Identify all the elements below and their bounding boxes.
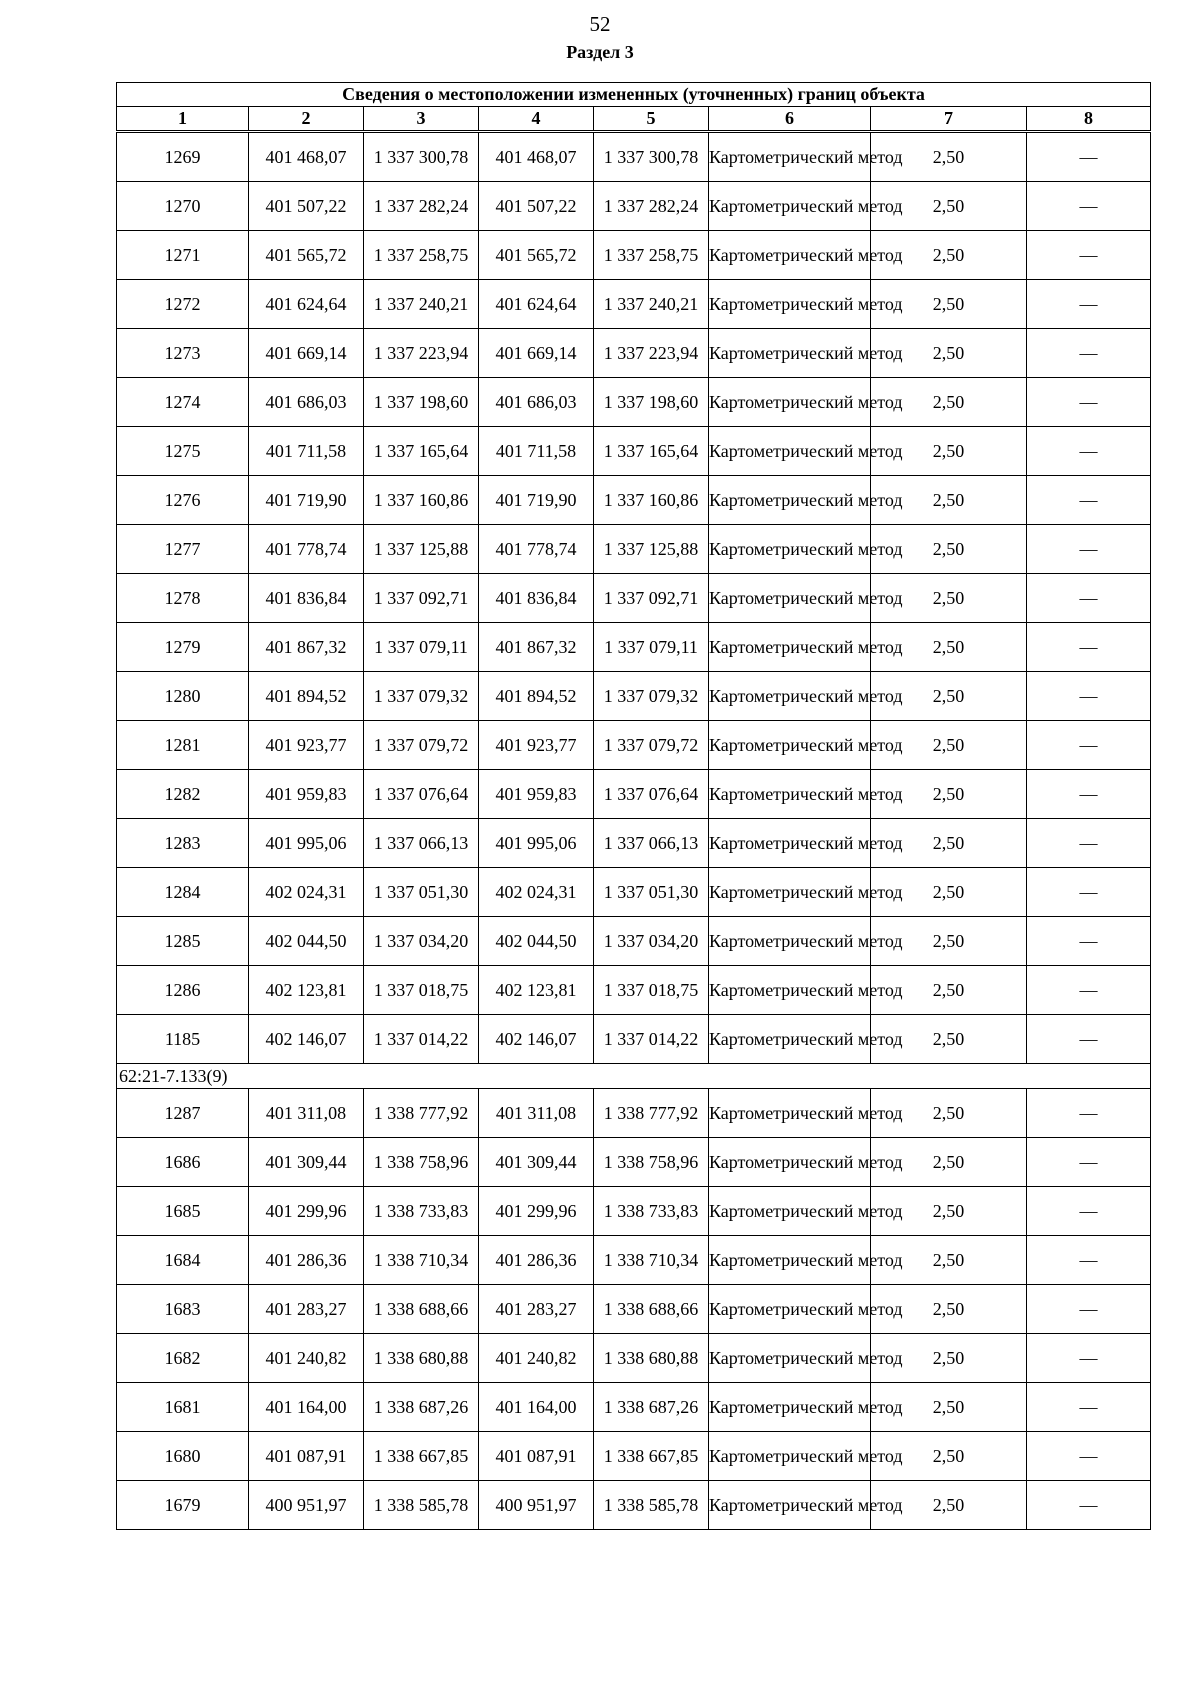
table-row <box>117 1481 1151 1530</box>
cell-description: — <box>1027 1138 1151 1187</box>
cell-method: Картометрический метод <box>709 1285 871 1334</box>
cell-description: — <box>1027 1285 1151 1334</box>
cell-method: Картометрический метод <box>709 770 871 819</box>
cell-x-old: 402 123,81 <box>249 966 364 1015</box>
cell-y-new: 1 338 777,92 <box>594 1089 709 1138</box>
cell-accuracy: 2,50 <box>871 1138 1027 1187</box>
cell-y-new: 1 338 680,88 <box>594 1334 709 1383</box>
cell-y-old: 1 337 300,78 <box>364 132 479 182</box>
cell-description: — <box>1027 476 1151 525</box>
cell-description: — <box>1027 966 1151 1015</box>
cell-description: — <box>1027 574 1151 623</box>
table-row <box>117 721 1151 770</box>
cell-x-old: 402 146,07 <box>249 1015 364 1064</box>
cell-description: — <box>1027 1432 1151 1481</box>
cell-x-old: 401 778,74 <box>249 525 364 574</box>
cell-method: Картометрический метод <box>709 1481 871 1530</box>
cell-y-new: 1 337 300,78 <box>594 132 709 182</box>
cell-x-new: 401 894,52 <box>479 672 594 721</box>
cell-x-new: 400 951,97 <box>479 1481 594 1530</box>
cell-y-old: 1 337 223,94 <box>364 329 479 378</box>
cell-x-new: 401 686,03 <box>479 378 594 427</box>
cell-method: Картометрический метод <box>709 917 871 966</box>
cell-method: Картометрический метод <box>709 1383 871 1432</box>
cell-x-old: 401 309,44 <box>249 1138 364 1187</box>
table-row <box>117 868 1151 917</box>
column-number-1: 1 <box>117 107 249 132</box>
cell-method: Картометрический метод <box>709 231 871 280</box>
cell-x-old: 401 299,96 <box>249 1187 364 1236</box>
cell-y-old: 1 337 079,11 <box>364 623 479 672</box>
table-row <box>117 231 1151 280</box>
cell-y-new: 1 337 076,64 <box>594 770 709 819</box>
cell-x-old: 401 311,08 <box>249 1089 364 1138</box>
cell-y-new: 1 337 223,94 <box>594 329 709 378</box>
cell-y-new: 1 337 160,86 <box>594 476 709 525</box>
cell-y-old: 1 337 018,75 <box>364 966 479 1015</box>
cell-point-number: 1283 <box>117 819 249 868</box>
cell-point-number: 1276 <box>117 476 249 525</box>
cell-y-old: 1 337 282,24 <box>364 182 479 231</box>
cell-point-number: 1284 <box>117 868 249 917</box>
table-body <box>117 132 1151 1530</box>
cell-y-new: 1 338 688,66 <box>594 1285 709 1334</box>
table-row <box>117 476 1151 525</box>
cell-x-old: 401 087,91 <box>249 1432 364 1481</box>
cell-x-new: 402 024,31 <box>479 868 594 917</box>
cell-y-old: 1 338 688,66 <box>364 1285 479 1334</box>
cell-accuracy: 2,50 <box>871 1089 1027 1138</box>
table-row <box>117 329 1151 378</box>
cell-accuracy: 2,50 <box>871 819 1027 868</box>
cell-point-number: 1279 <box>117 623 249 672</box>
cell-x-new: 401 309,44 <box>479 1138 594 1187</box>
cell-description: — <box>1027 819 1151 868</box>
table-row <box>117 525 1151 574</box>
cell-description: — <box>1027 1187 1151 1236</box>
cell-description: — <box>1027 231 1151 280</box>
table-row <box>117 132 1151 182</box>
cell-y-old: 1 337 079,72 <box>364 721 479 770</box>
table-row <box>117 966 1151 1015</box>
cell-point-number: 1273 <box>117 329 249 378</box>
cell-x-new: 401 711,58 <box>479 427 594 476</box>
cell-method: Картометрический метод <box>709 1187 871 1236</box>
cell-y-new: 1 338 733,83 <box>594 1187 709 1236</box>
column-number-4: 4 <box>479 107 594 132</box>
cell-y-old: 1 338 687,26 <box>364 1383 479 1432</box>
cell-description: — <box>1027 672 1151 721</box>
cell-y-new: 1 337 079,11 <box>594 623 709 672</box>
cell-x-new: 402 044,50 <box>479 917 594 966</box>
cell-x-new: 401 311,08 <box>479 1089 594 1138</box>
column-number-5: 5 <box>594 107 709 132</box>
cell-x-new: 401 923,77 <box>479 721 594 770</box>
cell-point-number: 1272 <box>117 280 249 329</box>
cell-description: — <box>1027 182 1151 231</box>
cell-accuracy: 2,50 <box>871 476 1027 525</box>
cell-point-number: 1679 <box>117 1481 249 1530</box>
cell-y-old: 1 337 051,30 <box>364 868 479 917</box>
cell-y-new: 1 338 758,96 <box>594 1138 709 1187</box>
cell-x-new: 402 146,07 <box>479 1015 594 1064</box>
cell-x-old: 401 894,52 <box>249 672 364 721</box>
cell-point-number: 1287 <box>117 1089 249 1138</box>
column-number-6: 6 <box>709 107 871 132</box>
group-label: 62:21-7.133(9) <box>117 1064 1151 1089</box>
cell-accuracy: 2,50 <box>871 1432 1027 1481</box>
cell-description: — <box>1027 427 1151 476</box>
cell-accuracy: 2,50 <box>871 329 1027 378</box>
cell-accuracy: 2,50 <box>871 182 1027 231</box>
cell-point-number: 1682 <box>117 1334 249 1383</box>
cell-x-new: 401 719,90 <box>479 476 594 525</box>
cell-accuracy: 2,50 <box>871 721 1027 770</box>
cell-x-new: 401 669,14 <box>479 329 594 378</box>
cell-description: — <box>1027 1383 1151 1432</box>
cell-x-old: 401 164,00 <box>249 1383 364 1432</box>
cell-x-old: 400 951,97 <box>249 1481 364 1530</box>
cell-accuracy: 2,50 <box>871 623 1027 672</box>
cell-y-new: 1 337 079,32 <box>594 672 709 721</box>
cell-accuracy: 2,50 <box>871 1187 1027 1236</box>
cell-method: Картометрический метод <box>709 182 871 231</box>
cell-accuracy: 2,50 <box>871 917 1027 966</box>
cell-x-old: 401 240,82 <box>249 1334 364 1383</box>
cell-description: — <box>1027 132 1151 182</box>
cell-method: Картометрический метод <box>709 1334 871 1383</box>
cell-point-number: 1685 <box>117 1187 249 1236</box>
cell-point-number: 1686 <box>117 1138 249 1187</box>
table-title: Сведения о местоположении измененных (уточненных) границ объекта <box>117 83 1151 107</box>
column-number-2: 2 <box>249 107 364 132</box>
cell-x-old: 401 959,83 <box>249 770 364 819</box>
table-row <box>117 182 1151 231</box>
cell-y-new: 1 337 066,13 <box>594 819 709 868</box>
cell-y-new: 1 337 198,60 <box>594 378 709 427</box>
column-numbers-row <box>117 107 1151 132</box>
table-row <box>117 1236 1151 1285</box>
cell-y-old: 1 337 198,60 <box>364 378 479 427</box>
cell-y-old: 1 338 667,85 <box>364 1432 479 1481</box>
cell-y-new: 1 338 667,85 <box>594 1432 709 1481</box>
cell-y-old: 1 337 125,88 <box>364 525 479 574</box>
cell-y-old: 1 337 014,22 <box>364 1015 479 1064</box>
cell-accuracy: 2,50 <box>871 1334 1027 1383</box>
cell-point-number: 1270 <box>117 182 249 231</box>
cell-method: Картометрический метод <box>709 132 871 182</box>
cell-y-new: 1 338 710,34 <box>594 1236 709 1285</box>
table-row <box>117 1138 1151 1187</box>
cell-description: — <box>1027 525 1151 574</box>
page-number: 52 <box>589 12 611 36</box>
cell-point-number: 1282 <box>117 770 249 819</box>
table-row <box>117 1334 1151 1383</box>
cell-y-old: 1 338 710,34 <box>364 1236 479 1285</box>
cell-y-old: 1 337 160,86 <box>364 476 479 525</box>
cell-point-number: 1274 <box>117 378 249 427</box>
cell-method: Картометрический метод <box>709 476 871 525</box>
cell-x-new: 401 565,72 <box>479 231 594 280</box>
cell-point-number: 1271 <box>117 231 249 280</box>
cell-x-new: 401 959,83 <box>479 770 594 819</box>
cell-point-number: 1286 <box>117 966 249 1015</box>
cell-method: Картометрический метод <box>709 721 871 770</box>
table-row <box>117 427 1151 476</box>
cell-y-old: 1 337 079,32 <box>364 672 479 721</box>
cell-accuracy: 2,50 <box>871 770 1027 819</box>
cell-y-new: 1 337 258,75 <box>594 231 709 280</box>
cell-accuracy: 2,50 <box>871 1236 1027 1285</box>
cell-point-number: 1280 <box>117 672 249 721</box>
column-number-3: 3 <box>364 107 479 132</box>
cell-point-number: 1281 <box>117 721 249 770</box>
cell-point-number: 1185 <box>117 1015 249 1064</box>
cell-x-old: 401 995,06 <box>249 819 364 868</box>
cell-point-number: 1278 <box>117 574 249 623</box>
table-row <box>117 1015 1151 1064</box>
cell-method: Картометрический метод <box>709 1089 871 1138</box>
cell-method: Картометрический метод <box>709 329 871 378</box>
cell-x-old: 401 923,77 <box>249 721 364 770</box>
table-row <box>117 574 1151 623</box>
cell-accuracy: 2,50 <box>871 427 1027 476</box>
cell-y-old: 1 337 034,20 <box>364 917 479 966</box>
table-row <box>117 1285 1151 1334</box>
cell-point-number: 1285 <box>117 917 249 966</box>
table-row <box>117 623 1151 672</box>
cell-y-old: 1 338 733,83 <box>364 1187 479 1236</box>
cell-accuracy: 2,50 <box>871 280 1027 329</box>
table-row <box>117 1187 1151 1236</box>
cell-description: — <box>1027 770 1151 819</box>
cell-accuracy: 2,50 <box>871 1015 1027 1064</box>
section-title: Раздел 3 <box>566 42 634 62</box>
cell-method: Картометрический метод <box>709 1138 871 1187</box>
table-row <box>117 770 1151 819</box>
group-label-row <box>117 1064 1151 1089</box>
cell-description: — <box>1027 721 1151 770</box>
table-row <box>117 378 1151 427</box>
cell-y-old: 1 337 092,71 <box>364 574 479 623</box>
cell-y-old: 1 337 076,64 <box>364 770 479 819</box>
cell-accuracy: 2,50 <box>871 1481 1027 1530</box>
cell-y-new: 1 337 125,88 <box>594 525 709 574</box>
cell-x-old: 401 624,64 <box>249 280 364 329</box>
cell-y-old: 1 337 258,75 <box>364 231 479 280</box>
cell-description: — <box>1027 329 1151 378</box>
cell-y-old: 1 338 680,88 <box>364 1334 479 1383</box>
cell-method: Картометрический метод <box>709 966 871 1015</box>
table-row <box>117 1432 1151 1481</box>
cell-method: Картометрический метод <box>709 1015 871 1064</box>
cell-y-old: 1 337 240,21 <box>364 280 479 329</box>
cell-accuracy: 2,50 <box>871 574 1027 623</box>
cell-description: — <box>1027 868 1151 917</box>
cell-x-new: 401 507,22 <box>479 182 594 231</box>
cell-y-new: 1 337 014,22 <box>594 1015 709 1064</box>
cell-method: Картометрический метод <box>709 1236 871 1285</box>
cell-x-new: 401 299,96 <box>479 1187 594 1236</box>
column-number-7: 7 <box>871 107 1027 132</box>
cell-y-old: 1 337 066,13 <box>364 819 479 868</box>
cell-y-new: 1 338 687,26 <box>594 1383 709 1432</box>
table-row <box>117 280 1151 329</box>
cell-accuracy: 2,50 <box>871 672 1027 721</box>
cell-accuracy: 2,50 <box>871 966 1027 1015</box>
cell-x-old: 402 044,50 <box>249 917 364 966</box>
cell-x-new: 401 286,36 <box>479 1236 594 1285</box>
cell-x-old: 401 286,36 <box>249 1236 364 1285</box>
cell-description: — <box>1027 1481 1151 1530</box>
cell-y-new: 1 337 051,30 <box>594 868 709 917</box>
table-row <box>117 917 1151 966</box>
cell-y-new: 1 337 018,75 <box>594 966 709 1015</box>
boundary-coordinates-table <box>116 82 1151 1530</box>
cell-y-new: 1 337 034,20 <box>594 917 709 966</box>
cell-accuracy: 2,50 <box>871 378 1027 427</box>
cell-x-old: 401 711,58 <box>249 427 364 476</box>
cell-method: Картометрический метод <box>709 623 871 672</box>
cell-accuracy: 2,50 <box>871 868 1027 917</box>
cell-x-new: 401 995,06 <box>479 819 594 868</box>
cell-description: — <box>1027 378 1151 427</box>
table-row <box>117 1383 1151 1432</box>
cell-method: Картометрический метод <box>709 280 871 329</box>
cell-point-number: 1269 <box>117 132 249 182</box>
column-number-8: 8 <box>1027 107 1151 132</box>
cell-description: — <box>1027 1236 1151 1285</box>
cell-description: — <box>1027 280 1151 329</box>
cell-point-number: 1683 <box>117 1285 249 1334</box>
cell-x-old: 401 507,22 <box>249 182 364 231</box>
cell-accuracy: 2,50 <box>871 132 1027 182</box>
table-row <box>117 819 1151 868</box>
cell-y-old: 1 337 165,64 <box>364 427 479 476</box>
cell-accuracy: 2,50 <box>871 1383 1027 1432</box>
cell-x-old: 401 468,07 <box>249 132 364 182</box>
cell-method: Картометрический метод <box>709 672 871 721</box>
cell-x-old: 401 836,84 <box>249 574 364 623</box>
cell-y-new: 1 337 165,64 <box>594 427 709 476</box>
cell-method: Картометрический метод <box>709 378 871 427</box>
cell-x-old: 401 686,03 <box>249 378 364 427</box>
cell-y-old: 1 338 777,92 <box>364 1089 479 1138</box>
cell-x-old: 401 283,27 <box>249 1285 364 1334</box>
cell-description: — <box>1027 1015 1151 1064</box>
cell-y-new: 1 338 585,78 <box>594 1481 709 1530</box>
cell-method: Картометрический метод <box>709 525 871 574</box>
cell-x-new: 401 836,84 <box>479 574 594 623</box>
cell-y-new: 1 337 240,21 <box>594 280 709 329</box>
cell-x-old: 401 719,90 <box>249 476 364 525</box>
cell-description: — <box>1027 1089 1151 1138</box>
cell-x-new: 401 283,27 <box>479 1285 594 1334</box>
cell-y-old: 1 338 585,78 <box>364 1481 479 1530</box>
cell-method: Картометрический метод <box>709 1432 871 1481</box>
table-row <box>117 672 1151 721</box>
cell-y-new: 1 337 282,24 <box>594 182 709 231</box>
cell-accuracy: 2,50 <box>871 231 1027 280</box>
cell-method: Картометрический метод <box>709 427 871 476</box>
cell-point-number: 1277 <box>117 525 249 574</box>
cell-method: Картометрический метод <box>709 868 871 917</box>
cell-x-old: 402 024,31 <box>249 868 364 917</box>
cell-x-new: 401 624,64 <box>479 280 594 329</box>
cell-x-new: 402 123,81 <box>479 966 594 1015</box>
cell-method: Картометрический метод <box>709 574 871 623</box>
cell-point-number: 1681 <box>117 1383 249 1432</box>
cell-accuracy: 2,50 <box>871 525 1027 574</box>
cell-accuracy: 2,50 <box>871 1285 1027 1334</box>
cell-x-new: 401 087,91 <box>479 1432 594 1481</box>
cell-y-new: 1 337 092,71 <box>594 574 709 623</box>
cell-x-new: 401 778,74 <box>479 525 594 574</box>
cell-description: — <box>1027 623 1151 672</box>
cell-y-old: 1 338 758,96 <box>364 1138 479 1187</box>
cell-x-old: 401 565,72 <box>249 231 364 280</box>
cell-point-number: 1275 <box>117 427 249 476</box>
cell-point-number: 1684 <box>117 1236 249 1285</box>
cell-y-new: 1 337 079,72 <box>594 721 709 770</box>
cell-x-new: 401 468,07 <box>479 132 594 182</box>
cell-x-new: 401 867,32 <box>479 623 594 672</box>
cell-x-old: 401 867,32 <box>249 623 364 672</box>
cell-description: — <box>1027 1334 1151 1383</box>
table-row <box>117 1089 1151 1138</box>
cell-description: — <box>1027 917 1151 966</box>
cell-x-new: 401 240,82 <box>479 1334 594 1383</box>
cell-x-new: 401 164,00 <box>479 1383 594 1432</box>
cell-x-old: 401 669,14 <box>249 329 364 378</box>
cell-point-number: 1680 <box>117 1432 249 1481</box>
cell-method: Картометрический метод <box>709 819 871 868</box>
